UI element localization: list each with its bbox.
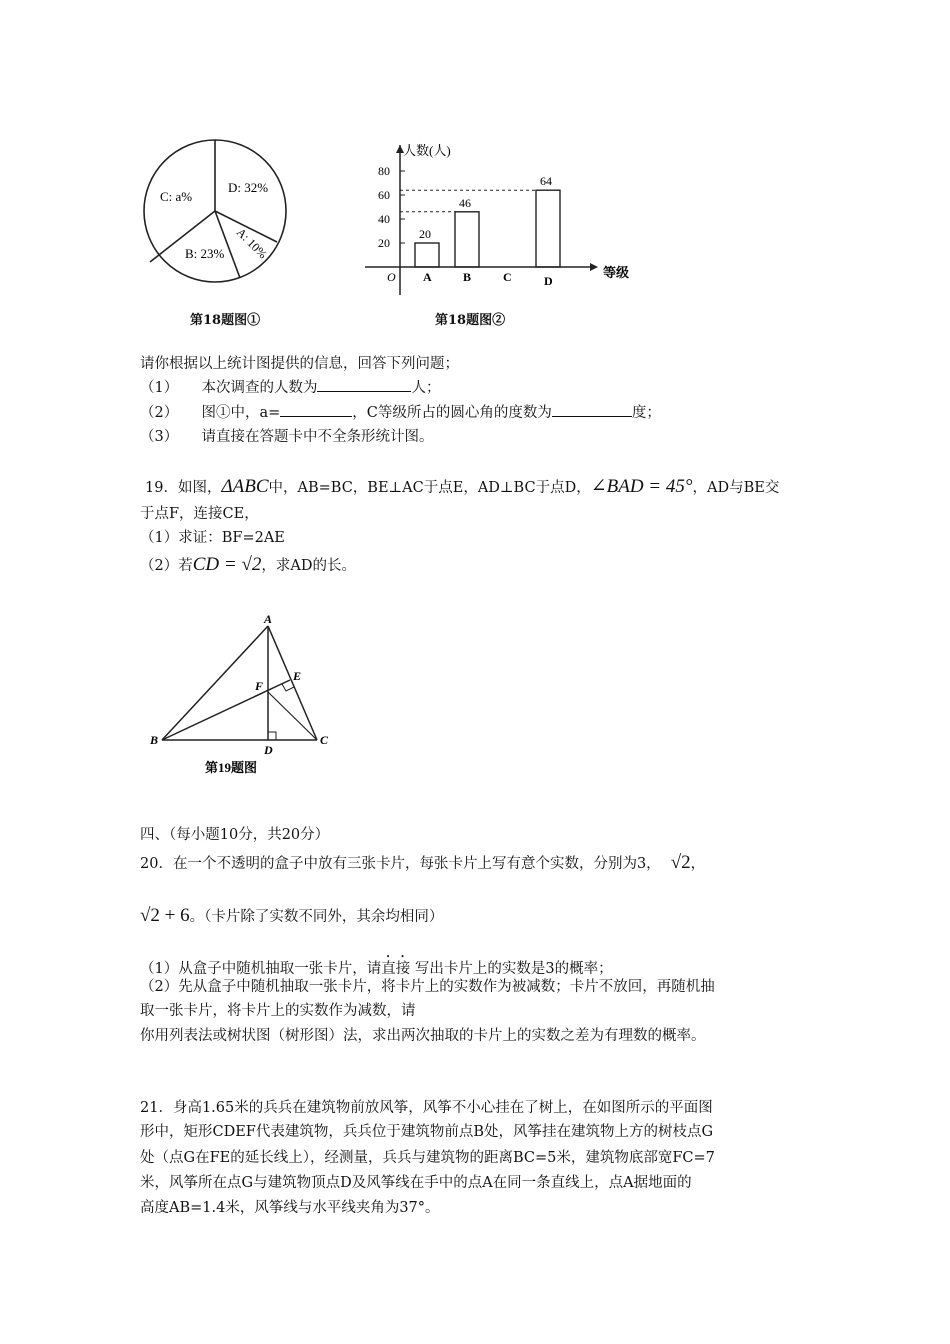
q18-part2-text-a: 图①中，a= bbox=[201, 405, 281, 421]
q20-part2-l3: 你用列表法或树状图（树形图）法，求出两次抽取的卡片上的实数之差为有理数的概率。 bbox=[140, 1028, 706, 1044]
q20-line2 bbox=[140, 906, 443, 927]
pie-label-b: B: 23% bbox=[185, 246, 225, 261]
x-tick-label: A bbox=[423, 270, 432, 284]
bar-chart bbox=[355, 135, 645, 295]
q20-l1: 20．在一个不透明的盒子中放有三张卡片，每张卡片上写有意个实数，分别为3， bbox=[140, 856, 661, 872]
q21-line5: 高度AB=1.4米，风筝线与水平线夹角为37°。 bbox=[140, 1200, 440, 1216]
answer-blank[interactable] bbox=[280, 402, 352, 417]
x-tick-label: C bbox=[503, 270, 512, 284]
q18-part3 bbox=[140, 427, 433, 447]
q20-comma: ， bbox=[690, 856, 706, 872]
q18-part1-text: 本次调查的人数为 bbox=[201, 380, 318, 396]
q19-part1: （1）求证：BF=2AE bbox=[140, 530, 285, 546]
bar-value-label: 46 bbox=[459, 195, 471, 210]
right-angle-d bbox=[268, 732, 276, 740]
answer-blank[interactable] bbox=[552, 402, 632, 417]
q20-part2-l1: （2）先从盒子中随机抽取一张卡片，将卡片上的实数作为被减数；卡片不放回，再随机抽 bbox=[140, 979, 715, 995]
pie-chart bbox=[140, 135, 300, 290]
point-a-label: A bbox=[264, 612, 273, 626]
pie-label-c: C: a% bbox=[160, 189, 193, 204]
q19-l1-c: ，AD与BE交 bbox=[692, 480, 780, 496]
q19-line2: 于点F，连接CE， bbox=[140, 506, 259, 522]
q18-intro: 请你根据以上统计图提供的信息，回答下列问题； bbox=[140, 356, 459, 372]
q19-cd: CD = √2 bbox=[192, 554, 262, 575]
q18-part3-num: （3） bbox=[140, 429, 179, 445]
q21-line2: 形中，矩形CDEF代表建筑物，兵兵位于建筑物前点B处，风筝挂在建筑物上方的树枝点G bbox=[140, 1124, 714, 1140]
q19-part2 bbox=[140, 555, 356, 576]
q18-part1 bbox=[140, 377, 440, 398]
q20-value-sqrt2: √2 bbox=[670, 852, 691, 873]
bar-value-label: 20 bbox=[419, 227, 431, 241]
pie-label-d: D: 32% bbox=[228, 180, 269, 195]
q19-l1-a: 19．如图， bbox=[145, 480, 222, 496]
section-heading: 四、（每小题10分，共20分） bbox=[140, 827, 330, 843]
point-d-label: D bbox=[264, 743, 273, 757]
bar-value-label: 64 bbox=[540, 174, 552, 189]
bar-ylabel: 人数(人) bbox=[403, 143, 451, 158]
q18-part2-num: （2） bbox=[140, 405, 179, 421]
segment-be bbox=[162, 680, 290, 740]
x-tick-label: D bbox=[544, 274, 553, 288]
x-axis-arrow bbox=[590, 263, 598, 271]
segment-ce bbox=[268, 692, 317, 740]
q18-part2 bbox=[140, 402, 661, 423]
point-b-label: B bbox=[150, 733, 159, 747]
q21-line4: 米，风筝所在点G与建筑物顶点D及风筝线在手中的点A在同一条直线上，点A据地面的 bbox=[140, 1175, 692, 1191]
y-tick-label: 20 bbox=[378, 236, 390, 250]
q21-line3: 处（点G在FE的延长线上），经测量，兵兵与建筑物的距离BC=5米，建筑物底部宽FC=7 bbox=[140, 1150, 715, 1166]
q20-l2b: 。（卡片除了实数不同外，其余均相同） bbox=[189, 909, 444, 925]
q19-p2-b: ，求AD的长。 bbox=[261, 558, 356, 574]
q18-part2-text-c: 度； bbox=[631, 405, 661, 421]
q19-l1-b: 中，AB=BC，BE⊥AC于点E，AD⊥BC于点D， bbox=[268, 480, 591, 496]
q20-part1 bbox=[140, 953, 613, 979]
q18-part2-text-b: ，C等级所占的圆心角的度数为 bbox=[352, 405, 552, 421]
point-c-label: C bbox=[320, 733, 329, 747]
q19-p2-a: （2）若 bbox=[140, 558, 193, 574]
fig18-caption-1: 第18题图① bbox=[190, 313, 261, 328]
q20-p1-b: 写出卡片上的实数是3的概率； bbox=[410, 961, 613, 977]
q19-triangle: ΔABC bbox=[221, 476, 269, 497]
bar bbox=[536, 190, 560, 267]
q19-angle: ∠BAD = 45° bbox=[590, 476, 693, 497]
y-tick-label: 60 bbox=[378, 188, 390, 202]
q21-line1: 21．身高1.65米的兵兵在建筑物前放风筝，风筝不小心挂在了树上，在如图所示的平面图 bbox=[140, 1100, 713, 1116]
q18-part1-unit: 人； bbox=[411, 380, 441, 396]
point-f-label: F bbox=[255, 679, 264, 693]
q20-part2-l2: 取一张卡片，将卡片上的实数作为减数，请 bbox=[140, 1003, 416, 1019]
q18-part1-num: （1） bbox=[140, 380, 179, 396]
segment-ab bbox=[162, 626, 268, 740]
x-tick-label: B bbox=[463, 270, 472, 284]
bar bbox=[415, 243, 439, 267]
y-tick-label: 40 bbox=[378, 212, 390, 226]
answer-blank[interactable] bbox=[317, 377, 411, 392]
fig19-caption: 第19题图 bbox=[205, 760, 258, 775]
bar bbox=[455, 212, 479, 267]
q20-value-sqrt2-plus6: √2 + 6 bbox=[140, 905, 190, 926]
q20-line1 bbox=[140, 853, 705, 874]
bar-origin: O bbox=[387, 270, 396, 284]
pie-label-a: A: 10% bbox=[233, 225, 270, 262]
q18-part3-text: 请直接在答题卡中不全条形统计图。 bbox=[201, 429, 434, 445]
q19-line1 bbox=[145, 477, 779, 498]
segment-ac bbox=[268, 626, 317, 740]
q20-p1-emph: 直接 bbox=[381, 961, 411, 977]
fig18-caption-2: 第18题图② bbox=[435, 313, 506, 328]
triangle-figure bbox=[145, 612, 345, 782]
right-angle-e bbox=[282, 684, 294, 691]
bar-xlabel: 等级 bbox=[603, 265, 630, 280]
y-tick-label: 80 bbox=[378, 164, 390, 178]
q20-p1-a: （1）从盒子中随机抽取一张卡片，请 bbox=[140, 961, 382, 977]
point-e-label: E bbox=[293, 669, 302, 683]
